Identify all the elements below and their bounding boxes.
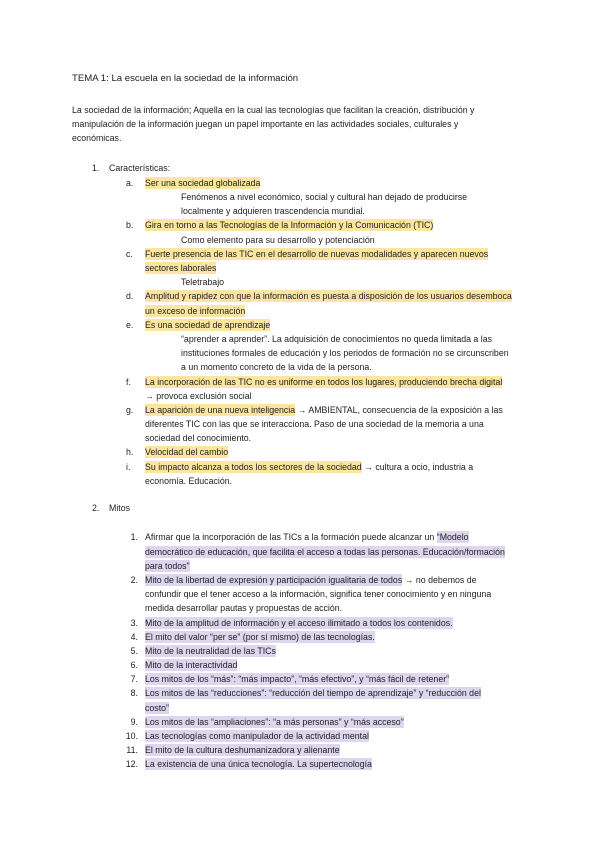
item-marker: 2. — [130, 574, 138, 585]
item-marker: e. — [126, 319, 134, 330]
plain-text: diferentes TIC con las que se interacciona. Paso de una sociedad de la memoria a una — [145, 419, 484, 430]
item-line — [0, 701, 600, 715]
item-line — [0, 417, 600, 431]
list-item — [0, 218, 600, 246]
item-marker: i. — [126, 461, 131, 472]
intro-line: económicas. — [72, 133, 122, 144]
plain-text: → cultura a ocio, industria a — [361, 461, 474, 472]
item-line — [0, 389, 600, 403]
item-line — [0, 545, 600, 559]
highlighted-text: Ser una sociedad globalizada — [145, 177, 261, 188]
plain-text: confundir que el tener acceso a la información, significa tener conocimiento y en ninguna — [145, 589, 492, 600]
highlighted-text: Las tecnologías como manipulador de la actividad mental — [145, 731, 369, 742]
document-title: TEMA 1: La escuela en la sociedad de la información — [72, 73, 299, 84]
item-detail-line: Como elemento para su desarrollo y potenciación — [181, 234, 375, 245]
item-marker: d. — [126, 291, 134, 302]
plain-text: → provoca exclusión social — [145, 390, 252, 401]
item-line — [0, 530, 600, 544]
intro-paragraph — [0, 103, 600, 146]
highlighted-text: Mito de la neutralidad de las TICs — [145, 645, 276, 656]
list-item — [0, 403, 600, 446]
item-line — [0, 743, 600, 757]
item-marker: f. — [126, 376, 131, 387]
highlighted-text: sectores laborales — [145, 263, 217, 274]
item-line — [0, 757, 600, 771]
item-detail-line: Fenómenos a nivel económico, social y cultural han dejado de producirse — [181, 192, 468, 203]
plain-text: sociedad del conocimiento. — [145, 433, 252, 444]
list-item — [0, 686, 600, 714]
section-title: Características: — [109, 162, 171, 173]
highlighted-text: “Modelo — [436, 532, 469, 543]
intro-line: La sociedad de la información; Aquella en la cual las tecnologías que facilitan la creación, distribución y — [72, 104, 475, 115]
plain-text: → AMBIENTAL, consecuencia de la exposición a las — [295, 404, 503, 415]
item-marker: a. — [126, 177, 134, 188]
item-line — [0, 658, 600, 672]
highlighted-text: Velocidad del cambio — [145, 447, 229, 458]
highlighted-text: Mito de la libertad de expresión y participación igualitaria de todos — [145, 574, 403, 585]
section-title: Mitos — [109, 503, 131, 514]
highlighted-text: Es una sociedad de aprendizaje — [145, 319, 271, 330]
highlighted-text: La aparición de una nueva inteligencia — [145, 404, 296, 415]
list-item — [0, 715, 600, 729]
highlighted-text: La existencia de una única tecnología. La supertecnología — [145, 759, 372, 770]
highlighted-text: Los mitos de los “más”: “más impacto”, “más efectivo”, y “más fácil de retener” — [145, 674, 450, 685]
item-marker: 1. — [130, 532, 138, 543]
list-item — [0, 757, 600, 771]
highlighted-text: Su impacto alcanza a todos los sectores de la sociedad — [145, 461, 362, 472]
item-line — [0, 672, 600, 686]
item-marker: 3. — [130, 617, 138, 628]
item-line — [0, 616, 600, 630]
item-line — [0, 644, 600, 658]
document-content — [0, 72, 600, 772]
list-item — [0, 375, 600, 403]
item-marker: 12. — [125, 759, 138, 770]
highlighted-text: democrático de educación, que facilita el acceso a todas las personas. Educación/formación — [145, 546, 505, 557]
item-line — [0, 403, 600, 417]
item-line — [0, 304, 600, 318]
list-item — [0, 176, 600, 219]
highlighted-text: Fuerte presencia de las TIC en el desarrollo de nuevas modalidades y aparecen nuevos — [145, 248, 489, 259]
highlighted-text: El mito de la cultura deshumanizadora y alienante — [145, 745, 340, 756]
item-line — [0, 601, 600, 615]
item-line — [0, 630, 600, 644]
item-detail-line: instituciones formales de educación y los periodos de formación no se circunscriben — [181, 348, 509, 359]
item-marker: g. — [126, 404, 134, 415]
item-line — [0, 445, 600, 459]
item-marker: c. — [126, 248, 133, 259]
plain-text: economía. Educación. — [145, 475, 233, 486]
plain-text: medida desarrollar pautas y propuestas de acción. — [145, 603, 343, 614]
list-item — [0, 672, 600, 686]
item-line — [0, 686, 600, 700]
section-number: 2. — [92, 503, 100, 514]
item-marker: 5. — [130, 645, 138, 656]
item-line — [0, 587, 600, 601]
section-heading — [0, 161, 600, 175]
intro-line: manipulación de la información juegan un papel importante en las actividades sociales, culturales y — [72, 119, 459, 130]
section-mitos — [0, 501, 600, 771]
list-item — [0, 530, 600, 573]
highlighted-text: El mito del valor “per se” (por sí mismo) de las tecnologías. — [145, 631, 375, 642]
item-detail-line: Teletrabajo — [181, 277, 225, 288]
highlighted-text: Los mitos de las “ampliaciones”: “a más personas” y “más acceso” — [145, 716, 404, 727]
item-marker: 9. — [130, 716, 138, 727]
highlighted-text: Amplitud y rapidez con que la información es puesta a disposición de los usuarios desemboca — [145, 291, 512, 302]
plain-text: → no debemos de — [402, 574, 477, 585]
plain-text: Afirmar que la incorporación de las TICs a la formación puede alcanzar un — [145, 532, 437, 543]
list-item — [0, 630, 600, 644]
item-line — [0, 261, 600, 275]
list-item — [0, 743, 600, 757]
item-line — [0, 289, 600, 303]
item-line — [0, 431, 600, 445]
highlighted-text: Los mitos de las “reducciones”: “reducción del tiempo de aprendizaje” y “reducción del — [145, 688, 481, 699]
item-marker: b. — [126, 220, 134, 231]
item-line — [0, 729, 600, 743]
item-detail-line: “aprender a aprender”. La adquisición de conocimientos no queda limitada a las — [181, 333, 493, 344]
list-item — [0, 573, 600, 616]
item-marker: 7. — [130, 674, 138, 685]
highlighted-text: un exceso de información — [145, 305, 246, 316]
item-detail-line: localmente y adquieren trascendencia mundial. — [181, 206, 365, 217]
highlighted-text: costo” — [145, 702, 169, 713]
item-line — [0, 176, 600, 190]
item-line — [0, 318, 600, 332]
item-line — [0, 559, 600, 573]
list-item — [0, 247, 600, 290]
highlighted-text: Mito de la amplitud de información y el acceso ilimitado a todos los contenidos. — [145, 617, 453, 628]
list-item — [0, 616, 600, 630]
item-marker: 10. — [125, 731, 138, 742]
highlighted-text: Gira en torno a las Tecnologías de la Información y la Comunicación (TIC) — [145, 220, 434, 231]
list-item — [0, 289, 600, 317]
list-item — [0, 644, 600, 658]
item-detail-line: a un momento concreto de la vida de la persona. — [181, 362, 372, 373]
list-item — [0, 318, 600, 375]
item-marker: 11. — [126, 745, 138, 756]
item-line — [0, 218, 600, 232]
item-marker: 6. — [130, 660, 138, 671]
item-marker: 8. — [130, 688, 138, 699]
list-item — [0, 729, 600, 743]
section-number: 1. — [92, 162, 100, 173]
item-line — [0, 474, 600, 488]
item-line — [0, 375, 600, 389]
highlighted-text: La incorporación de las TIC no es uniforme en todos los lugares, produciendo brecha digital — [145, 376, 503, 387]
highlighted-text: Mito de la interactividad — [145, 660, 238, 671]
item-line — [0, 573, 600, 587]
item-marker: 4. — [130, 631, 138, 642]
list-item — [0, 445, 600, 459]
item-marker: h. — [126, 447, 134, 458]
section-heading — [0, 501, 600, 515]
list-item — [0, 658, 600, 672]
item-line — [0, 247, 600, 261]
item-line — [0, 715, 600, 729]
section-caracteristicas — [0, 161, 600, 488]
list-item — [0, 460, 600, 488]
highlighted-text: para todos” — [145, 560, 190, 571]
item-line — [0, 460, 600, 474]
